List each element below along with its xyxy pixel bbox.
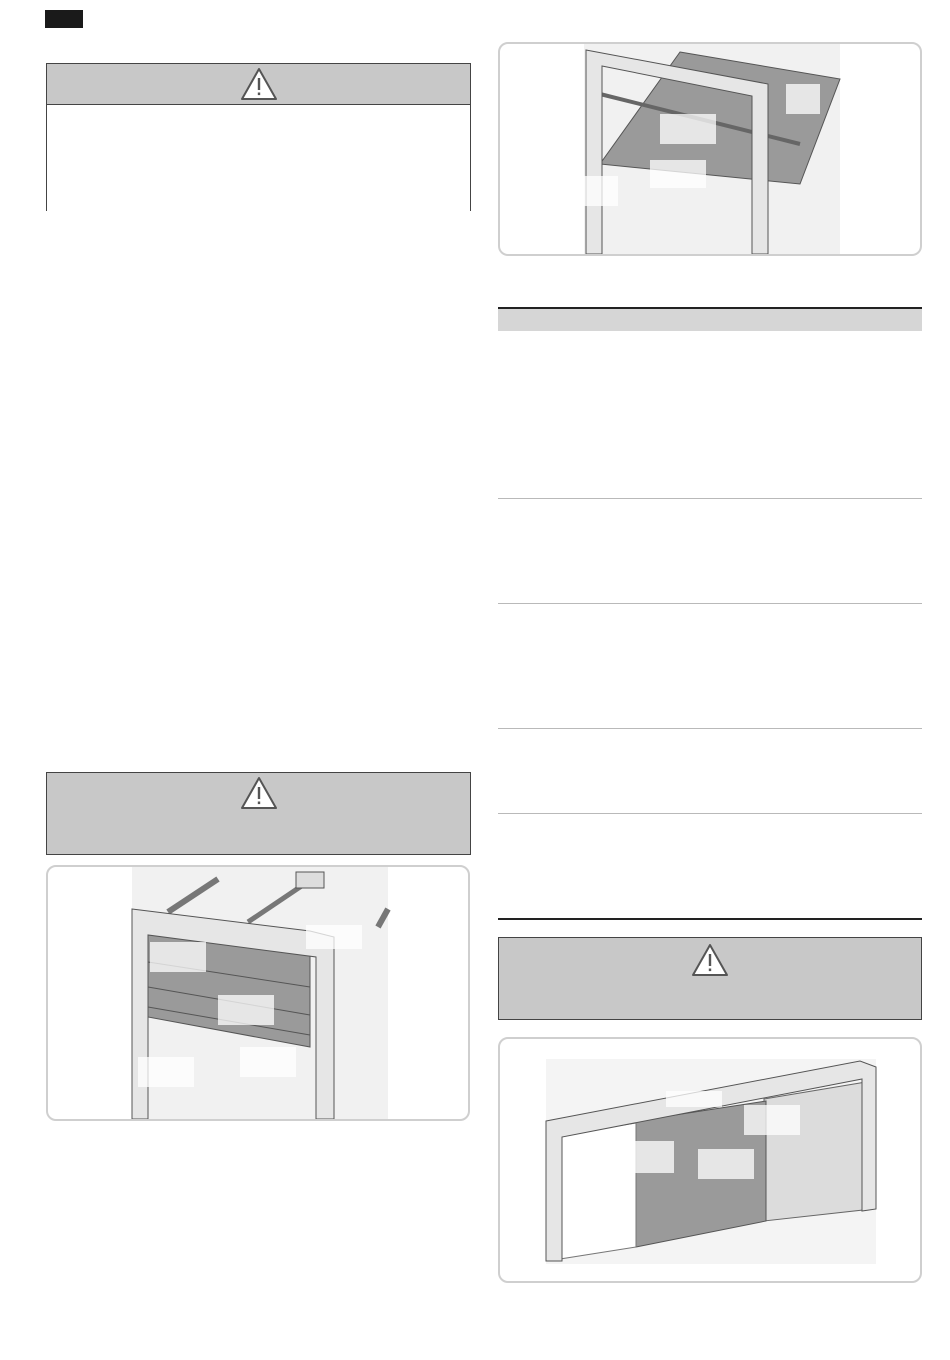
figure-sectional-door (46, 865, 470, 1121)
warning-triangle-icon (239, 775, 279, 811)
warning-box-sectional (46, 772, 471, 855)
table-row-divider (498, 498, 922, 499)
sectional-door-illustration (48, 867, 468, 1119)
up-and-over-door-illustration (500, 44, 920, 254)
language-tab (45, 10, 83, 28)
warning-box-sliding (498, 937, 922, 1020)
warning-header (47, 64, 470, 105)
warning-body (47, 105, 470, 211)
table-row-divider (498, 813, 922, 814)
warning-triangle-icon (690, 942, 730, 978)
warning-header (47, 773, 470, 813)
figure-up-and-over-door (498, 42, 922, 256)
table-row-divider (498, 603, 922, 604)
table-row-divider (498, 728, 922, 729)
warning-triangle-icon (239, 66, 279, 102)
table-bottom-rule (498, 918, 922, 920)
figure-sliding-door (498, 1037, 922, 1283)
warning-box-top (46, 63, 471, 211)
warning-header (499, 938, 921, 982)
sliding-door-illustration (500, 1039, 920, 1281)
table-header-band (498, 309, 922, 331)
